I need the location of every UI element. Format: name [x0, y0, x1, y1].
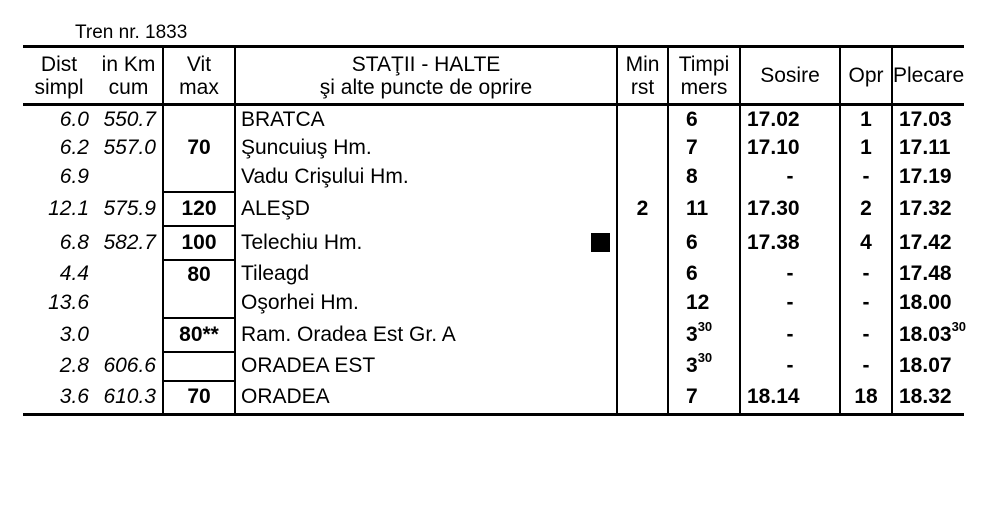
opr-cell: 18 — [840, 381, 892, 415]
header-opr: Opr — [840, 47, 892, 105]
header-vit: Vit max — [163, 47, 235, 105]
header-min: Min rst — [617, 47, 668, 105]
km-cell — [95, 260, 163, 289]
vit-cell: 80** — [163, 318, 235, 352]
min-cell — [617, 352, 668, 381]
vit-cell: 100 — [163, 226, 235, 260]
sosire-cell: - — [740, 163, 840, 192]
station-name: Telechiu Hm. — [241, 230, 363, 254]
timp-cell: 6 — [668, 105, 740, 134]
header-sosire: Sosire — [740, 47, 840, 105]
plecare-cell: 17.11 — [892, 134, 964, 163]
sosire-cell: 18.14 — [740, 381, 840, 415]
dist-cell: 6.8 — [59, 230, 89, 254]
opr-cell: - — [840, 352, 892, 381]
vit-cell: 120 — [163, 192, 235, 226]
sosire-cell: - — [740, 318, 840, 352]
vit-cell — [163, 352, 235, 381]
plecare-cell: 18.00 — [892, 289, 964, 318]
station-cell — [235, 226, 617, 260]
km-cell: 557.0 — [103, 136, 156, 159]
table-row — [23, 260, 964, 289]
opr-cell: - — [840, 318, 892, 352]
km-cell — [95, 318, 163, 352]
table-row — [23, 163, 964, 192]
dist-cell: 4.4 — [59, 262, 89, 285]
sosire-cell: 17.38 — [740, 226, 840, 260]
sosire-cell: 17.30 — [740, 192, 840, 226]
timp-cell: 7 — [668, 134, 740, 163]
header-station: STAŢII - HALTE şi alte puncte de oprire — [235, 47, 617, 105]
table-row — [23, 352, 964, 381]
table-row — [23, 381, 964, 415]
table-row — [23, 289, 964, 318]
station-cell: Ram. Oradea Est Gr. A — [235, 318, 617, 352]
timp-cell: 6 — [668, 260, 740, 289]
min-cell — [617, 134, 668, 163]
dist-cell: 6.2 — [59, 136, 89, 159]
vit-cell — [163, 289, 235, 318]
plecare-cell: 18.32 — [892, 381, 964, 415]
station-cell: ORADEA EST — [235, 352, 617, 381]
timp-cell: 8 — [668, 163, 740, 192]
sosire-cell: - — [740, 352, 840, 381]
min-cell — [617, 163, 668, 192]
timp-cell: $3^{30}$ — [668, 318, 740, 352]
timp-cell: 11 — [668, 192, 740, 226]
vit-cell: 70 — [163, 381, 235, 415]
timp-cell: 6 — [668, 226, 740, 260]
min-cell — [617, 260, 668, 289]
table-row — [23, 192, 964, 226]
header-timp: Timpi mers — [668, 47, 740, 105]
station-cell: ORADEA — [235, 381, 617, 415]
plecare-cell: 17.19 — [892, 163, 964, 192]
vit-cell: 80 — [163, 260, 235, 289]
opr-cell: 1 — [840, 105, 892, 134]
table-row — [23, 134, 964, 163]
min-cell — [617, 318, 668, 352]
km-cell: 550.7 — [103, 107, 156, 131]
opr-cell: 1 — [840, 134, 892, 163]
sosire-cell: 17.10 — [740, 134, 840, 163]
header-row — [23, 47, 964, 105]
opr-cell: 2 — [840, 192, 892, 226]
station-cell: Tileagd — [235, 260, 617, 289]
dist-cell: 3.6 — [23, 381, 95, 415]
station-cell: Vadu Crişului Hm. — [235, 163, 617, 192]
plecare-cell: 17.42 — [892, 226, 964, 260]
km-cell: 582.7 — [103, 230, 156, 254]
header-dist: Dist simpl — [23, 47, 95, 105]
sosire-cell: - — [740, 289, 840, 318]
sosire-cell: 17.02 — [740, 105, 840, 134]
timp-cell: 12 — [668, 289, 740, 318]
km-cell: 610.3 — [95, 381, 163, 415]
min-cell — [617, 381, 668, 415]
timetable — [23, 45, 967, 416]
dist-cell: 3.0 — [59, 322, 89, 346]
timp-cell: $3^{30}$ — [668, 352, 740, 381]
dist-cell: 2.8 — [59, 354, 89, 377]
plecare-cell: 18.03$^{30}$ — [892, 318, 964, 352]
table-row — [23, 105, 964, 134]
table-row — [23, 318, 964, 352]
km-cell: 606.6 — [103, 354, 156, 377]
timp-cell: 7 — [668, 381, 740, 415]
sosire-cell: - — [740, 260, 840, 289]
train-title: Tren nr. 1833 — [75, 22, 188, 43]
opr-cell: - — [840, 289, 892, 318]
vit-cell — [163, 105, 235, 134]
dist-cell: 12.1 — [48, 196, 89, 220]
plecare-cell: 18.07 — [892, 352, 964, 381]
station-cell: Oşorhei Hm. — [235, 289, 617, 318]
plecare-cell: 17.32 — [892, 192, 964, 226]
opr-cell: - — [840, 260, 892, 289]
station-cell: Şuncuiuş Hm. — [235, 134, 617, 163]
dist-cell: 13.6 — [48, 291, 89, 314]
plecare-cell: 17.48 — [892, 260, 964, 289]
km-cell — [95, 289, 163, 318]
opr-cell: - — [840, 163, 892, 192]
header-plecare: Plecare — [892, 47, 964, 105]
vit-cell — [163, 163, 235, 192]
header-km: in Km cum — [95, 47, 163, 105]
km-cell — [95, 163, 163, 192]
vit-cell: 70 — [163, 134, 235, 163]
min-cell — [617, 105, 668, 134]
plecare-cell: 17.03 — [892, 105, 964, 134]
min-cell: 2 — [617, 192, 668, 226]
table-row — [23, 226, 964, 260]
black-square-icon — [591, 233, 610, 252]
station-cell: ALEŞD — [235, 192, 617, 226]
min-cell — [617, 226, 668, 260]
min-cell — [617, 289, 668, 318]
dist-cell: 6.0 — [59, 107, 89, 131]
station-cell: BRATCA — [235, 105, 617, 134]
opr-cell: 4 — [840, 226, 892, 260]
dist-cell: 6.9 — [59, 165, 89, 188]
km-cell: 575.9 — [103, 196, 156, 220]
